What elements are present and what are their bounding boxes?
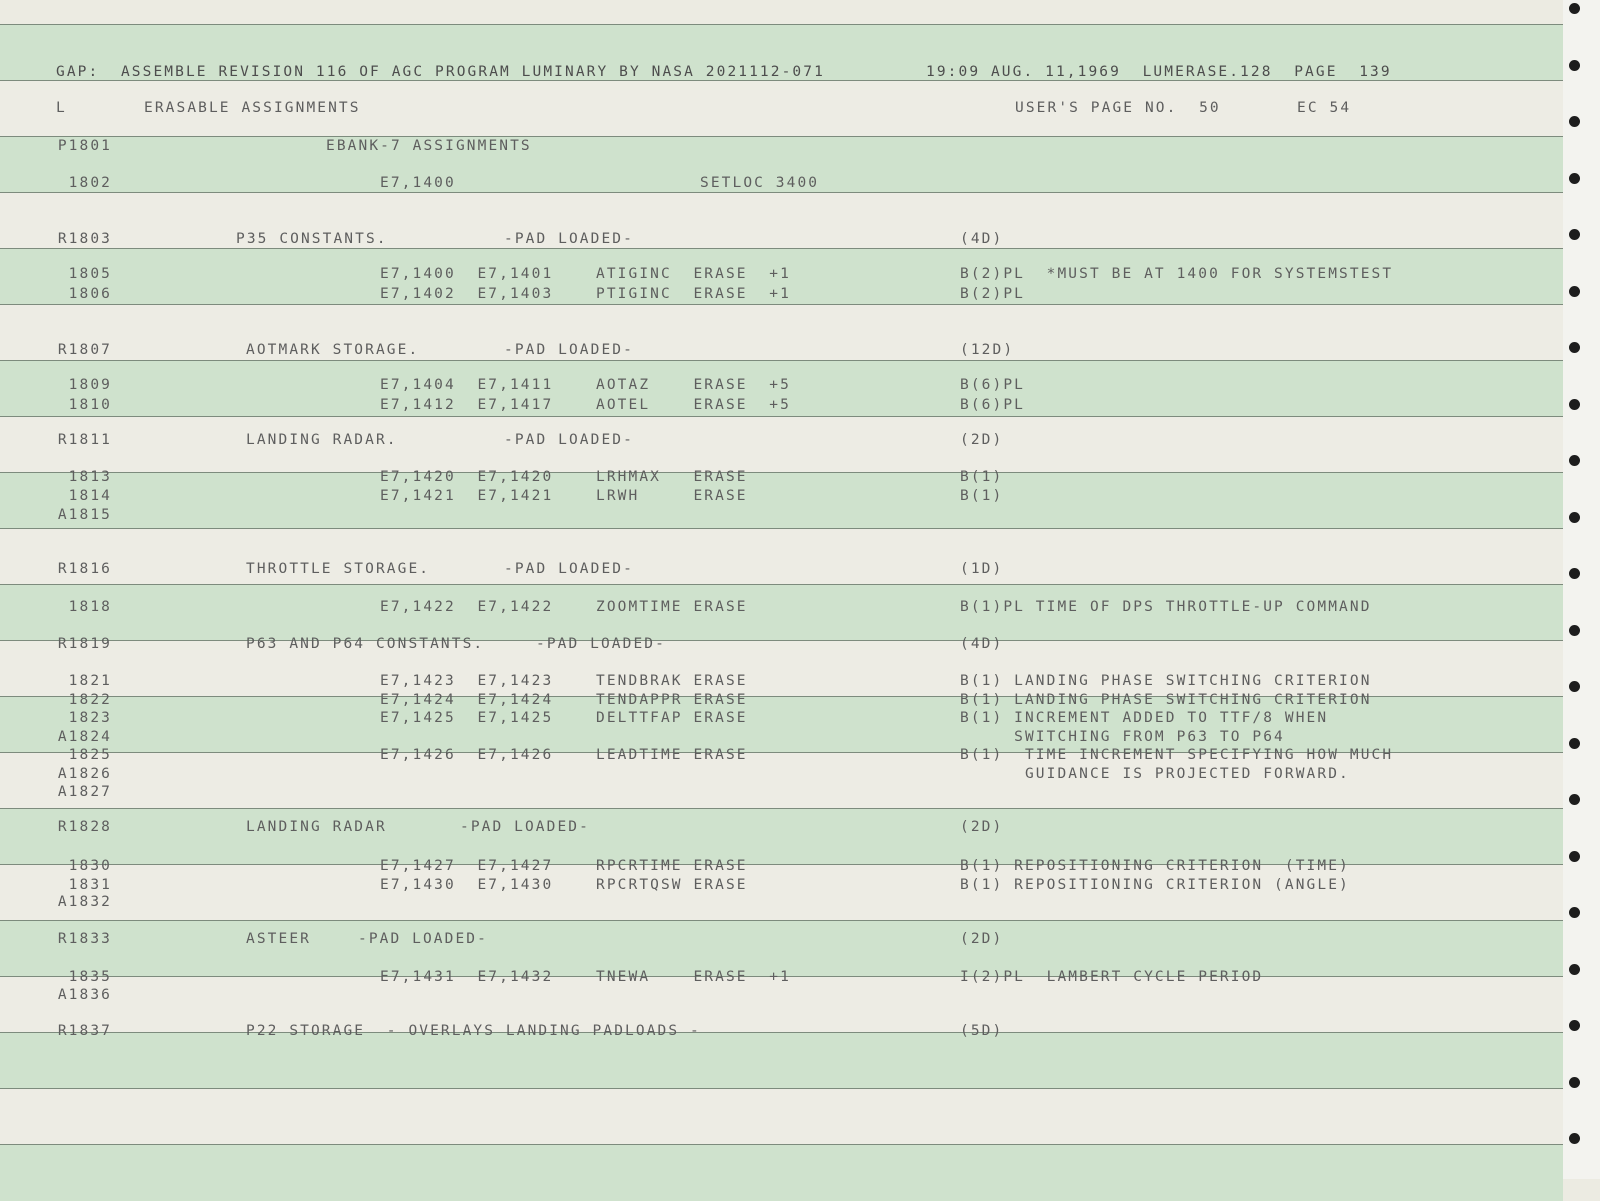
line-number: 1831 (68, 877, 112, 893)
perforation-hole (1569, 229, 1580, 240)
line-number: 1809 (68, 377, 112, 393)
line-number: R1807 (57, 342, 112, 358)
perforation-hole (1569, 738, 1580, 749)
line-pad-loaded: -PAD LOADED- (504, 432, 634, 448)
band (0, 472, 1563, 529)
line-instruction: SETLOC 3400 (700, 175, 820, 191)
line-number: 1814 (68, 488, 112, 504)
line-number: R1833 (57, 931, 112, 947)
rule (0, 1088, 1563, 1089)
line-pad-loaded: -PAD LOADED- (358, 931, 488, 947)
line-remarks: B(1) (960, 469, 1004, 485)
rule (0, 248, 1563, 249)
line-comment: THROTTLE STORAGE. (246, 561, 431, 577)
rule (0, 528, 1563, 529)
line-address: E7,1426 E7,1426 (380, 747, 554, 763)
rule (0, 920, 1563, 921)
line-comment: AOTMARK STORAGE. (246, 342, 420, 358)
rule (0, 472, 1563, 473)
line-pad-loaded: -PAD LOADED- (460, 819, 590, 835)
line-address: E7,1404 E7,1411 (380, 377, 554, 393)
line-number: A1832 (57, 894, 112, 910)
band (0, 416, 1563, 473)
line-remarks: B(1) REPOSITIONING CRITERION (ANGLE) (960, 877, 1350, 893)
perforation-hole (1569, 512, 1580, 523)
line-address: E7,1423 E7,1423 (380, 673, 554, 689)
line-number: R1819 (57, 636, 112, 652)
perforation-hole (1569, 851, 1580, 862)
line-instruction: LRHMAX ERASE (596, 469, 748, 485)
line-instruction: LRWH ERASE (596, 488, 748, 504)
rule (0, 640, 1563, 641)
line-instruction: TNEWA ERASE +1 (596, 969, 791, 985)
line-number: 1802 (68, 175, 112, 191)
perforation-hole (1569, 286, 1580, 297)
line-number: A1826 (57, 766, 112, 782)
line-number: R1811 (57, 432, 112, 448)
line-comment: EBANK-7 ASSIGNMENTS (326, 138, 532, 154)
perforation-hole (1569, 681, 1580, 692)
line-remarks: B(2)PL (960, 286, 1025, 302)
line-pad-loaded: -PAD LOADED- (504, 231, 634, 247)
line-pad-loaded: -PAD LOADED- (504, 342, 634, 358)
perforation-hole (1569, 1133, 1580, 1144)
rule (0, 808, 1563, 809)
band (0, 1144, 1563, 1201)
line-comment: P63 AND P64 CONSTANTS. (246, 636, 485, 652)
line-number: 1810 (68, 397, 112, 413)
line-remarks: (4D) (960, 231, 1004, 247)
line-remarks: SWITCHING FROM P63 TO P64 (960, 729, 1285, 745)
line-address: E7,1431 E7,1432 (380, 969, 554, 985)
subheader-ec: EC 54 (1297, 100, 1352, 116)
line-number: 1806 (68, 286, 112, 302)
perforation-hole (1569, 116, 1580, 127)
line-number: 1818 (68, 599, 112, 615)
line-remarks: (5D) (960, 1023, 1004, 1039)
line-address: E7,1427 E7,1427 (380, 858, 554, 874)
line-instruction: AOTEL ERASE +5 (596, 397, 791, 413)
line-instruction: DELTTFAP ERASE (596, 710, 748, 726)
perforation-hole (1569, 3, 1580, 14)
line-number: A1836 (57, 987, 112, 1003)
line-address: E7,1422 E7,1422 (380, 599, 554, 615)
rule (0, 136, 1563, 137)
line-instruction: ATIGINC ERASE +1 (596, 266, 791, 282)
header-left: GAP: ASSEMBLE REVISION 116 OF AGC PROGRAM LUMINARY BY NASA 2021112-071 (56, 64, 825, 80)
subheader-page-no: USER'S PAGE NO. 50 (1015, 100, 1221, 116)
line-comment: ASTEER (246, 931, 311, 947)
line-comment: LANDING RADAR. (246, 432, 398, 448)
line-address: E7,1420 E7,1420 (380, 469, 554, 485)
line-number: 1822 (68, 692, 112, 708)
perforation-hole (1569, 794, 1580, 805)
perforation-hole (1569, 907, 1580, 918)
perforation-hole (1569, 1020, 1580, 1031)
line-address: E7,1421 E7,1421 (380, 488, 554, 504)
line-number: 1830 (68, 858, 112, 874)
line-address: E7,1402 E7,1403 (380, 286, 554, 302)
line-number: P1801 (57, 138, 112, 154)
line-number: 1821 (68, 673, 112, 689)
rule (0, 1032, 1563, 1033)
line-remarks: (2D) (960, 819, 1004, 835)
line-number: A1815 (57, 507, 112, 523)
line-address: E7,1424 E7,1424 (380, 692, 554, 708)
rule (0, 1144, 1563, 1145)
line-remarks: (4D) (960, 636, 1004, 652)
band (0, 1088, 1563, 1145)
line-instruction: RPCRTQSW ERASE (596, 877, 748, 893)
perforation-hole (1569, 342, 1580, 353)
header-right: 19:09 AUG. 11,1969 LUMERASE.128 PAGE 139 (926, 64, 1392, 80)
rule (0, 360, 1563, 361)
line-pad-loaded: -PAD LOADED- (536, 636, 666, 652)
line-remarks: (2D) (960, 931, 1004, 947)
line-instruction: AOTAZ ERASE +5 (596, 377, 791, 393)
line-remarks: B(6)PL (960, 377, 1025, 393)
rule (0, 584, 1563, 585)
perforation-hole (1569, 568, 1580, 579)
line-comment: P35 CONSTANTS. (236, 231, 388, 247)
line-instruction: RPCRTIME ERASE (596, 858, 748, 874)
line-address: E7,1400 E7,1401 (380, 266, 554, 282)
line-remarks: B(1) LANDING PHASE SWITCHING CRITERION (960, 673, 1372, 689)
line-remarks: I(2)PL LAMBERT CYCLE PERIOD (960, 969, 1264, 985)
line-remarks: GUIDANCE IS PROJECTED FORWARD. (960, 766, 1350, 782)
rule (0, 24, 1563, 25)
line-remarks: (2D) (960, 432, 1004, 448)
line-number: R1816 (57, 561, 112, 577)
line-remarks: (1D) (960, 561, 1004, 577)
line-remarks: B(1) REPOSITIONING CRITERION (TIME) (960, 858, 1350, 874)
line-remarks: B(1) (960, 488, 1004, 504)
line-instruction: TENDBRAK ERASE (596, 673, 748, 689)
line-pad-loaded: -PAD LOADED- (504, 561, 634, 577)
subheader-title: ERASABLE ASSIGNMENTS (144, 100, 361, 116)
line-instruction: ZOOMTIME ERASE (596, 599, 748, 615)
rule (0, 304, 1563, 305)
rule (0, 416, 1563, 417)
line-address: E7,1412 E7,1417 (380, 397, 554, 413)
perforation-hole (1569, 964, 1580, 975)
line-remarks: (12D) (960, 342, 1015, 358)
line-comment: P22 STORAGE - OVERLAYS LANDING PADLOADS - (246, 1023, 701, 1039)
line-address: E7,1430 E7,1430 (380, 877, 554, 893)
line-instruction: PTIGINC ERASE +1 (596, 286, 791, 302)
line-remarks: B(1) LANDING PHASE SWITCHING CRITERION (960, 692, 1372, 708)
perforation-hole (1569, 399, 1580, 410)
line-number: R1803 (57, 231, 112, 247)
line-remarks: B(2)PL *MUST BE AT 1400 FOR SYSTEMSTEST (960, 266, 1394, 282)
line-number: 1825 (68, 747, 112, 763)
line-remarks: B(1) TIME INCREMENT SPECIFYING HOW MUCH (960, 747, 1394, 763)
line-remarks: B(1) INCREMENT ADDED TO TTF/8 WHEN (960, 710, 1329, 726)
perforation-hole (1569, 60, 1580, 71)
line-number: A1824 (57, 729, 112, 745)
line-address: E7,1425 E7,1425 (380, 710, 554, 726)
band (0, 304, 1563, 361)
line-instruction: TENDAPPR ERASE (596, 692, 748, 708)
line-comment: LANDING RADAR (246, 819, 387, 835)
band (0, 1032, 1563, 1089)
perforation-hole (1569, 173, 1580, 184)
perforation-hole (1569, 1077, 1580, 1088)
line-number: 1835 (68, 969, 112, 985)
line-number: A1827 (57, 784, 112, 800)
line-instruction: LEADTIME ERASE (596, 747, 748, 763)
line-number: R1837 (57, 1023, 112, 1039)
line-number: R1828 (57, 819, 112, 835)
line-remarks: B(6)PL (960, 397, 1025, 413)
line-number: 1805 (68, 266, 112, 282)
line-number: 1813 (68, 469, 112, 485)
perforation-hole (1569, 455, 1580, 466)
subheader-code: L (56, 100, 67, 116)
band (0, 192, 1563, 249)
band (0, 528, 1563, 585)
line-number: 1823 (68, 710, 112, 726)
perforation-hole (1569, 625, 1580, 636)
rule (0, 192, 1563, 193)
line-remarks: B(1)PL TIME OF DPS THROTTLE-UP COMMAND (960, 599, 1372, 615)
line-address: E7,1400 (380, 175, 456, 191)
